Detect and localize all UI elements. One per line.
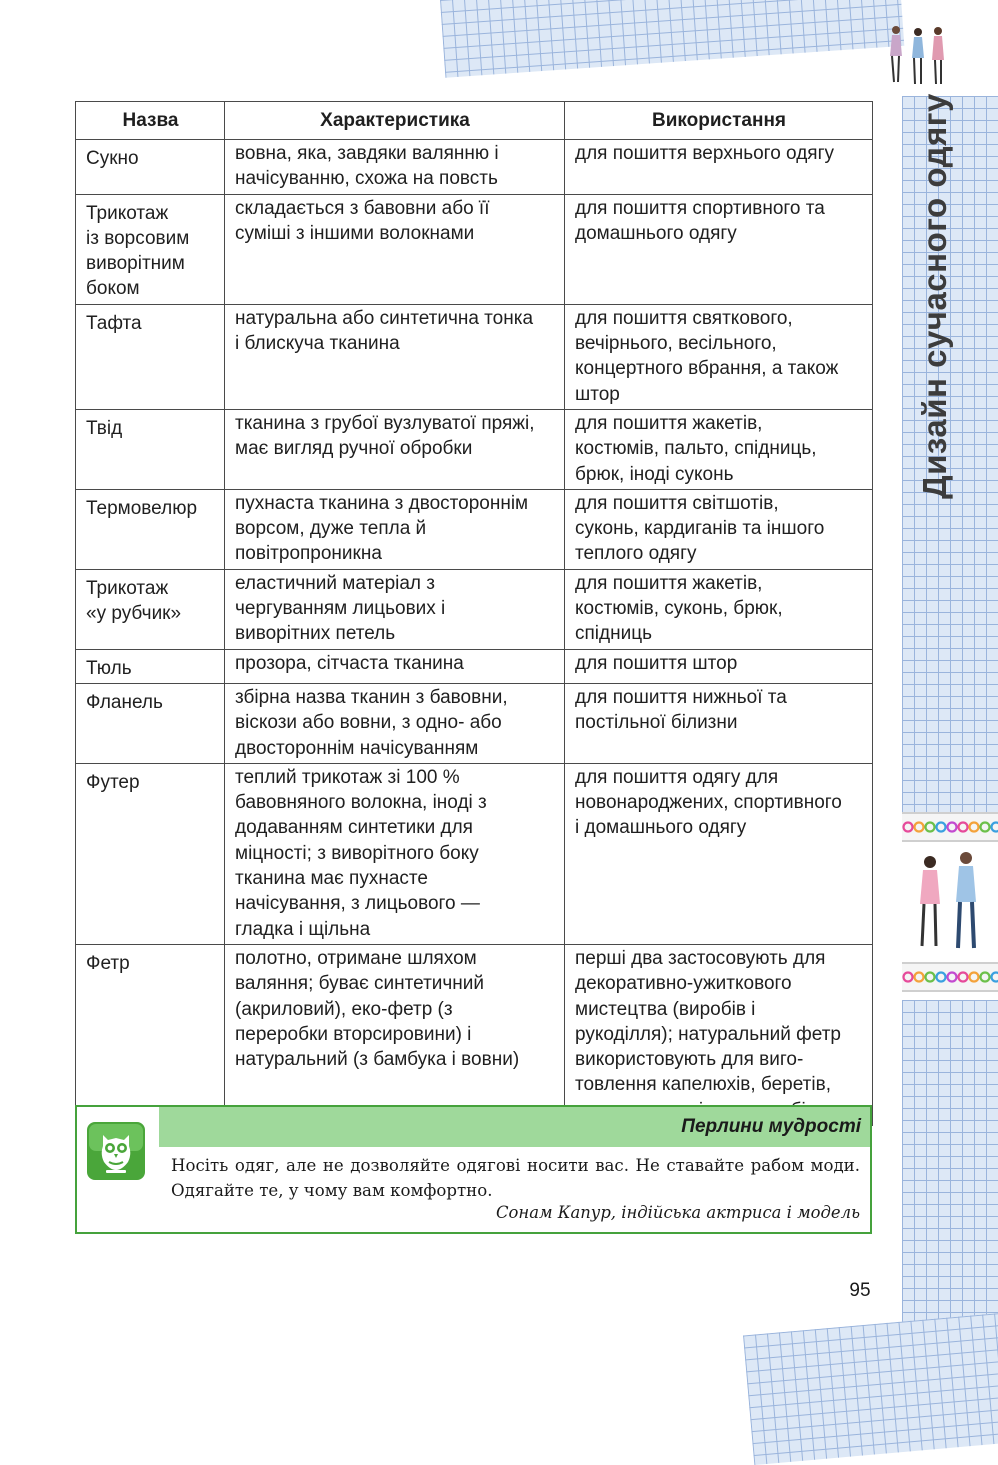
bead-ring — [915, 823, 924, 832]
cell-name: Футер — [76, 763, 225, 944]
cell-usage: для пошиття одягу для новонароджених, спортивного і домашнього одягу — [565, 763, 873, 944]
table-row — [76, 489, 873, 569]
grid-paper-decoration — [440, 0, 904, 78]
bead-ring — [981, 973, 990, 982]
table-row — [76, 194, 873, 304]
table-row — [76, 140, 873, 195]
bead-ring — [937, 973, 946, 982]
bead-ring — [992, 973, 998, 982]
table-header-row — [76, 102, 873, 140]
cell-name: Трикотаж «у рубчик» — [76, 569, 225, 649]
cell-usage: для пошиття нижньої та постільної білизни — [565, 683, 873, 763]
table-row — [76, 649, 873, 683]
side-title-text: Дизайн сучасного одягу — [916, 93, 954, 499]
cell-name: Фланель — [76, 683, 225, 763]
bead-ring — [970, 823, 979, 832]
section-side-title — [904, 96, 966, 496]
cell-name: Фетр — [76, 944, 225, 1125]
cell-characteristic: складається з бавовни або її суміші з іншими волокнами — [225, 194, 565, 304]
wisdom-author: Сонам Капур, індійська актриса і модель — [496, 1203, 860, 1222]
header-usage: Використання — [565, 102, 873, 140]
table-row — [76, 944, 873, 1125]
cell-usage: для пошиття спортивного та домашнього одягу — [565, 194, 873, 304]
owl-icon — [87, 1122, 145, 1180]
cell-characteristic: теплий трикотаж зі 100 % бавовняного волокна, іноді з додаванням синтетики для міцності; з виворітного боку тканина має пухнасте начісування, з лицьового — гладка і щільна — [225, 763, 565, 944]
cell-usage: для пошиття жакетів, костюмів, пальто, спідниць, брюк, іноді суконь — [565, 409, 873, 489]
cell-usage: для пошиття світшотів, суконь, кардиганів та іншого теплого одягу — [565, 489, 873, 569]
cell-characteristic: пухнаста тканина з двостороннім ворсом, дуже тепла й повітропроникна — [225, 489, 565, 569]
header-name: Назва — [76, 102, 225, 140]
bead-decoration-band-lower — [902, 962, 998, 992]
cell-name: Твід — [76, 409, 225, 489]
table-row — [76, 763, 873, 944]
cell-characteristic: полотно, отримане шляхом валяння; буває синтетичний (акриловий), еко-фетр (з переробки вторсировини) і натуральний (з бамбука і вовни) — [225, 944, 565, 1125]
bead-ring — [926, 823, 935, 832]
bead-ring — [915, 973, 924, 982]
cell-usage: для пошиття жакетів, костюмів, суконь, брюк, спідниць — [565, 569, 873, 649]
fashion-figures-illustration-side — [902, 842, 998, 960]
bottom-grid-paper — [743, 1312, 998, 1465]
cell-characteristic: натуральна або синтетична тонка і блискуча тканина — [225, 304, 565, 409]
bead-ring — [926, 973, 935, 982]
table-row — [76, 569, 873, 649]
cell-usage: для пошиття верхнього одягу — [565, 140, 873, 195]
table-row — [76, 304, 873, 409]
cell-usage: для пошиття штор — [565, 649, 873, 683]
cell-characteristic: вовна, яка, завдяки валянню і начісуванню, схожа на повсть — [225, 140, 565, 195]
table-row — [76, 409, 873, 489]
bead-ring — [948, 973, 957, 982]
wisdom-icon-area — [77, 1107, 157, 1232]
bead-decoration-band — [902, 812, 998, 842]
table-row — [76, 683, 873, 763]
cell-name: Термовелюр — [76, 489, 225, 569]
page-number: 95 — [840, 1280, 880, 1302]
bead-ring — [948, 823, 957, 832]
header-characteristic: Характеристика — [225, 102, 565, 140]
cell-name: Сукно — [76, 140, 225, 195]
cell-usage: перші два застосовують для декоративно-ужиткового мистецтва (виробів і рукоділля); натуральний фетр використовують для виго- товлення капелюхів, беретів, — [565, 944, 873, 1125]
bead-ring — [981, 823, 990, 832]
cell-characteristic: збірна назва тканин з бавовни, віскози або вовни, з одно- або двостороннім начісуванням — [225, 683, 565, 763]
bead-ring — [937, 823, 946, 832]
bead-ring — [904, 823, 913, 832]
fabric-table — [75, 101, 873, 1126]
bead-ring — [970, 973, 979, 982]
cell-characteristic: прозора, сітчаста тканина — [225, 649, 565, 683]
bead-ring — [904, 973, 913, 982]
cell-characteristic: тканина з грубої вузлуватої пряжі, має вигляд ручної обробки — [225, 409, 565, 489]
wisdom-header — [159, 1107, 870, 1147]
cell-name: Тафта — [76, 304, 225, 409]
bead-ring — [992, 823, 998, 832]
bead-ring — [959, 973, 968, 982]
cell-name: Тюль — [76, 649, 225, 683]
wisdom-box — [75, 1105, 872, 1234]
wisdom-quote: Носіть одяг, але не дозволяйте одягові носити вас. Не ставайте рабом моди. Одягайте те, у чому вам комфортно. — [171, 1153, 860, 1203]
cell-characteristic: еластичний матеріал з чергуванням лицьових і виворітних петель — [225, 569, 565, 649]
cell-name: Трикотаж із ворсовим виворітним боком — [76, 194, 225, 304]
cell-usage: для пошиття святкового, вечірнього, весільного, концертного вбрання, а також штор — [565, 304, 873, 409]
bead-ring — [959, 823, 968, 832]
wisdom-title: Перлини мудрості — [681, 1116, 861, 1138]
fashion-figures-illustration — [882, 22, 950, 92]
